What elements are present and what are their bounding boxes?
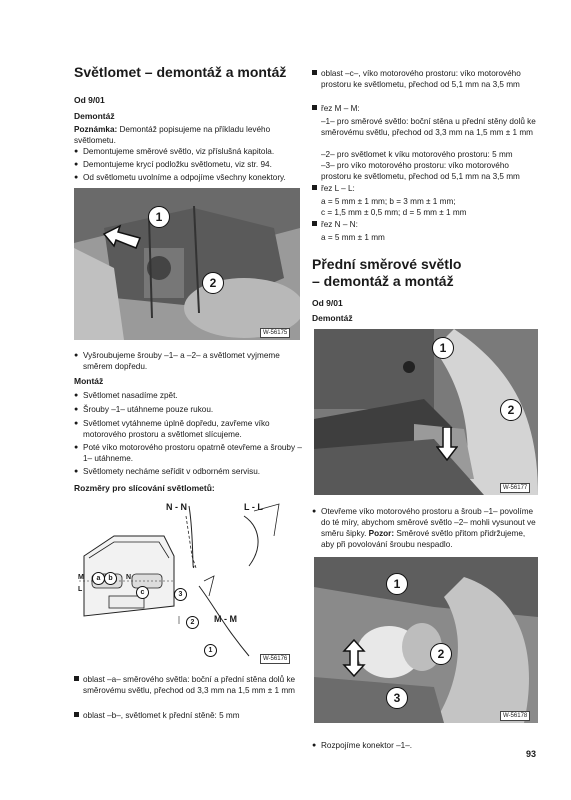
direction-arrow-icon (102, 224, 142, 254)
cut-mm-line: –3– pro víko motorového prostoru: víko motorového prostoru ke světlometu, přechod od 5,1 mm na 3,5 mm (321, 161, 520, 181)
alignment-diagram (74, 496, 300, 666)
page-number: 93 (526, 749, 537, 759)
section-ll-label: L - L (244, 502, 263, 512)
marker-m: M (78, 574, 84, 581)
marker-l: L (78, 586, 83, 593)
figure-code: W-56175 (260, 328, 290, 338)
callout-1: 1 (432, 337, 454, 359)
marker-c: c (136, 586, 149, 599)
section-nn-label: N - N (166, 502, 187, 512)
install-step: ● Poté víko motorového prostoru opatrně otevřeme a šrouby –1– utáhneme. (74, 442, 302, 464)
cut-ll-line: a = 5 mm ± 1 mm; b = 3 mm ± 1 mm; (321, 197, 456, 206)
turn-signal-photo (314, 329, 538, 495)
version-label: Od 9/01 (312, 298, 343, 308)
callout-2: 2 (430, 643, 452, 665)
area-b: oblast –b–, světlomet k přední stěně: 5 mm (74, 710, 302, 721)
cut-mm-heading: řez M – M: (312, 103, 549, 114)
open-step-text: Otevřeme víko motorového prostoru a šroub –1– povolíme do té míry, abychom směrové světlo –2– mohli vysunout ve směru šipky. (321, 507, 536, 538)
headlight-photo (74, 188, 300, 340)
callout-1: 1 (148, 206, 170, 228)
section-title-line2: – demontáž a montáž (312, 273, 454, 289)
caution-label: Pozor: (368, 529, 395, 538)
up-down-arrow-icon (342, 639, 366, 677)
removal-heading: Demontáž (74, 111, 115, 121)
dims-heading: Rozměry pro slícování světlometů: (74, 483, 215, 493)
marker-b: b (104, 572, 117, 585)
install-heading: Montáž (74, 376, 104, 386)
section-title-line1: Přední směrové světlo (312, 256, 462, 272)
note-text: Demontáž popisujeme na příkladu levého světlometu. (74, 125, 271, 145)
connector-photo (314, 557, 538, 723)
callout-2: 2 (202, 272, 224, 294)
area-a: oblast –a– směrového světla: boční a přední stěna dolů ke směrovému světlu, přechod od 3,3 mm na 1,5 mm ± 1 mm (74, 674, 302, 696)
callout-2: 2 (500, 399, 522, 421)
cut-mm-line: –1– pro směrové světlo: boční stěna u přední stěny dolů ke směrovému světlu, přechod od 3,3 mm na 1,5 mm ± 1 mm (321, 117, 536, 137)
last-step: ● Rozpojíme konektor –1–. (312, 740, 511, 751)
cut-nn-heading: řez N – N: (312, 219, 549, 230)
marker-n: N (126, 574, 132, 581)
area-c: oblast –c–, víko motorového prostoru: víko motorového prostoru ke světlometu, přechod od 5,1 mm na 3,5 mm (312, 68, 549, 90)
callout-3: 3 (386, 687, 408, 709)
cut-ll-heading: řez L – L: (312, 183, 549, 194)
section-title: Světlomet – demontáž a montáž (74, 64, 287, 80)
down-arrow-icon (436, 427, 458, 461)
removal-step: ● Demontujeme směrové světlo, viz příslušná kapitola. (74, 146, 302, 157)
open-step (312, 506, 540, 550)
note-label: Poznámka: (74, 125, 118, 134)
note (74, 124, 302, 146)
after-photo-step: ● Vyšroubujeme šrouby –1– a –2– a světlomet vyjmeme směrem dopředu. (74, 350, 302, 372)
install-step: ● Světlomet nasadíme zpět. (74, 390, 302, 401)
install-step: ● Světlomet vytáhneme úplně dopředu, zavřeme víko motorového prostoru a světlomet slícujeme. (74, 418, 302, 440)
marker-a: a (92, 572, 105, 585)
callout-1: 1 (204, 644, 217, 657)
install-step: ● Světlomety necháme seřídit v odborném servisu. (74, 466, 302, 477)
callout-2: 2 (186, 616, 199, 629)
figure-code: W-56176 (260, 654, 290, 664)
figure-code: W-56178 (500, 711, 530, 721)
cut-mm-line: –2– pro světlomet k víku motorového prostoru: 5 mm (321, 150, 513, 159)
cut-nn-line: a = 5 mm ± 1 mm (321, 233, 385, 242)
callout-3: 3 (174, 588, 187, 601)
section-mm-label: M - M (214, 614, 237, 624)
removal-step: ● Demontujeme krycí podložku světlometu, viz str. 94. (74, 159, 302, 170)
removal-step: ● Od světlometu uvolníme a odpojíme všechny konektory. (74, 172, 302, 183)
install-step: ● Šrouby –1– utáhneme pouze rukou. (74, 404, 302, 415)
headlight-photo-art (74, 188, 300, 340)
callout-1: 1 (386, 573, 408, 595)
caution-text: Směrové světlo přitom přidržujeme, aby při povolování šroubu nespadlo. (321, 529, 526, 549)
version-label: Od 9/01 (74, 95, 105, 105)
removal-heading: Demontáž (312, 313, 353, 323)
figure-code: W-56177 (500, 483, 530, 493)
cut-ll-line: c = 1,5 mm ± 0,5 mm; d = 5 mm ± 1 mm (321, 208, 467, 217)
